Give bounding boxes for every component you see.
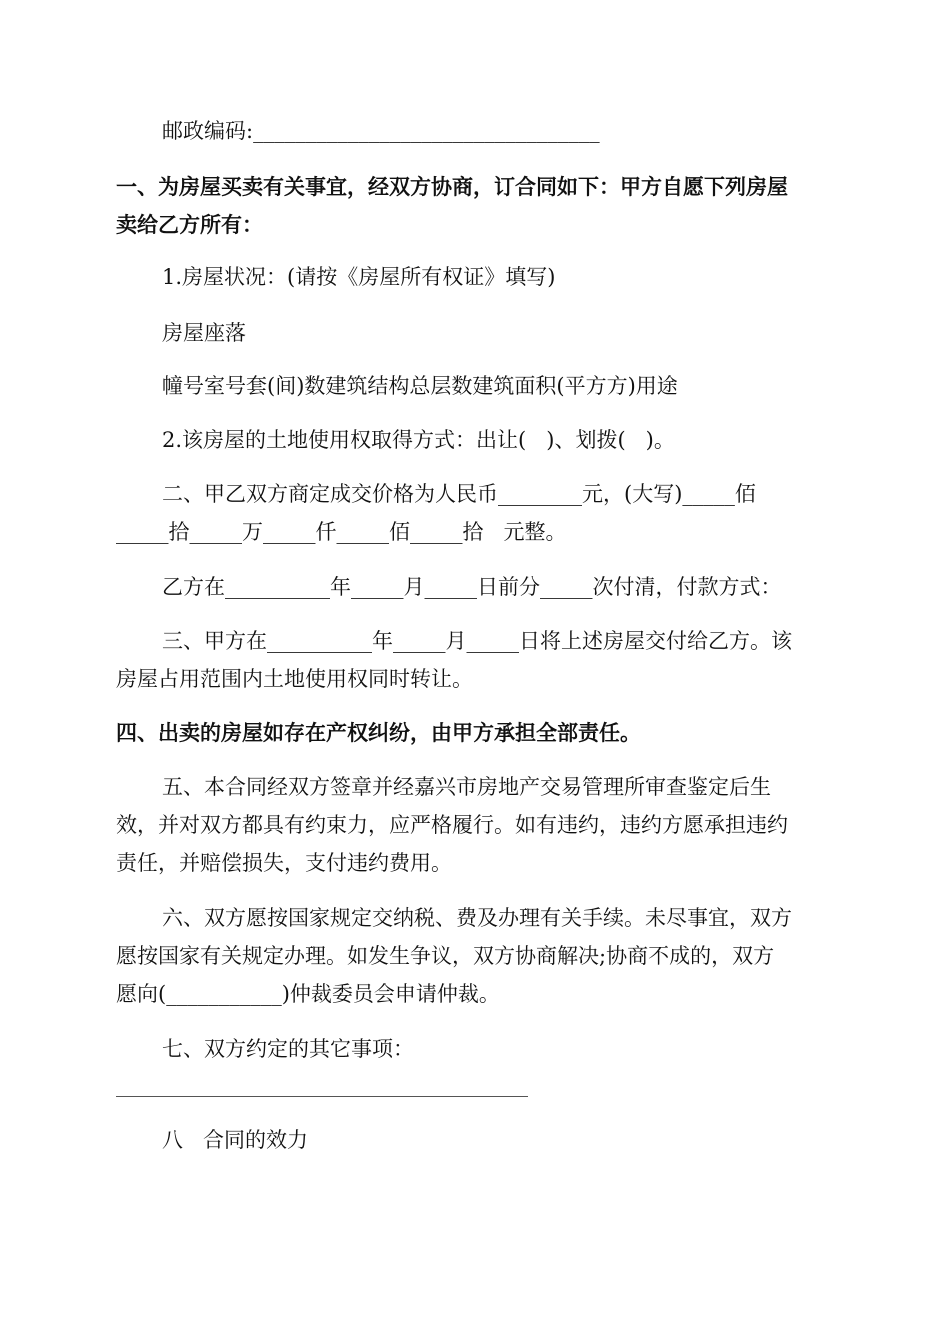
house-status-line: 1.房屋状况：(请按《房屋所有权证》填写) (162, 265, 556, 289)
clause-2-price: 二、甲乙双方商定成交价格为人民币________元，(大写)_____佰 (162, 482, 756, 506)
clause-4-heading: 四、出卖的房屋如存在产权纠纷，由甲方承担全部责任。 (116, 721, 641, 745)
house-location-line: 房屋座落 (162, 321, 246, 345)
land-use-line: 2.该房屋的土地使用权取得方式：出让( )、划拨( )。 (162, 428, 675, 452)
clause-5-line-3: 责任，并赔偿损失，支付违约费用。 (116, 851, 452, 875)
clause-3-delivery: 三、甲方在__________年_____月_____日将上述房屋交付给乙方。该 (162, 629, 792, 653)
clause-1-heading-cont: 卖给乙方所有： (116, 213, 263, 237)
clause-6-line-3: 愿向(___________)仲裁委员会申请仲裁。 (116, 982, 500, 1006)
clause-5-line-1: 五、本合同经双方签章并经嘉兴市房地产交易管理所审查鉴定后生 (162, 775, 771, 799)
clause-6-line-1: 六、双方愿按国家规定交纳税、费及办理有关手续。未尽事宜，双方 (162, 906, 792, 930)
clause-3-delivery-cont: 房屋占用范围内土地使用权同时转让。 (116, 667, 473, 691)
payment-line: 乙方在__________年_____月_____日前分_____次付清，付款方式： (162, 575, 782, 599)
blank-underline (116, 1096, 528, 1097)
clause-8-line: 八 合同的效力 (162, 1128, 309, 1152)
clause-7-line: 七、双方约定的其它事项： (162, 1037, 414, 1061)
postal-code-line: 邮政编码:_________________________________ (162, 119, 600, 143)
clause-5-line-2: 效，并对双方都具有约束力，应严格履行。如有违约，违约方愿承担违约 (116, 813, 788, 837)
clause-6-line-2: 愿按国家有关规定办理。如发生争议，双方协商解决;协商不成的，双方 (116, 944, 775, 968)
clause-2-price-cont: _____拾_____万_____仟_____佰_____拾 元整。 (116, 520, 567, 544)
clause-1-heading: 一、为房屋买卖有关事宜，经双方协商，订合同如下：甲方自愿下列房屋 (116, 175, 788, 199)
house-details-line: 幢号室号套(间)数建筑结构总层数建筑面积(平方方)用途 (162, 374, 678, 398)
